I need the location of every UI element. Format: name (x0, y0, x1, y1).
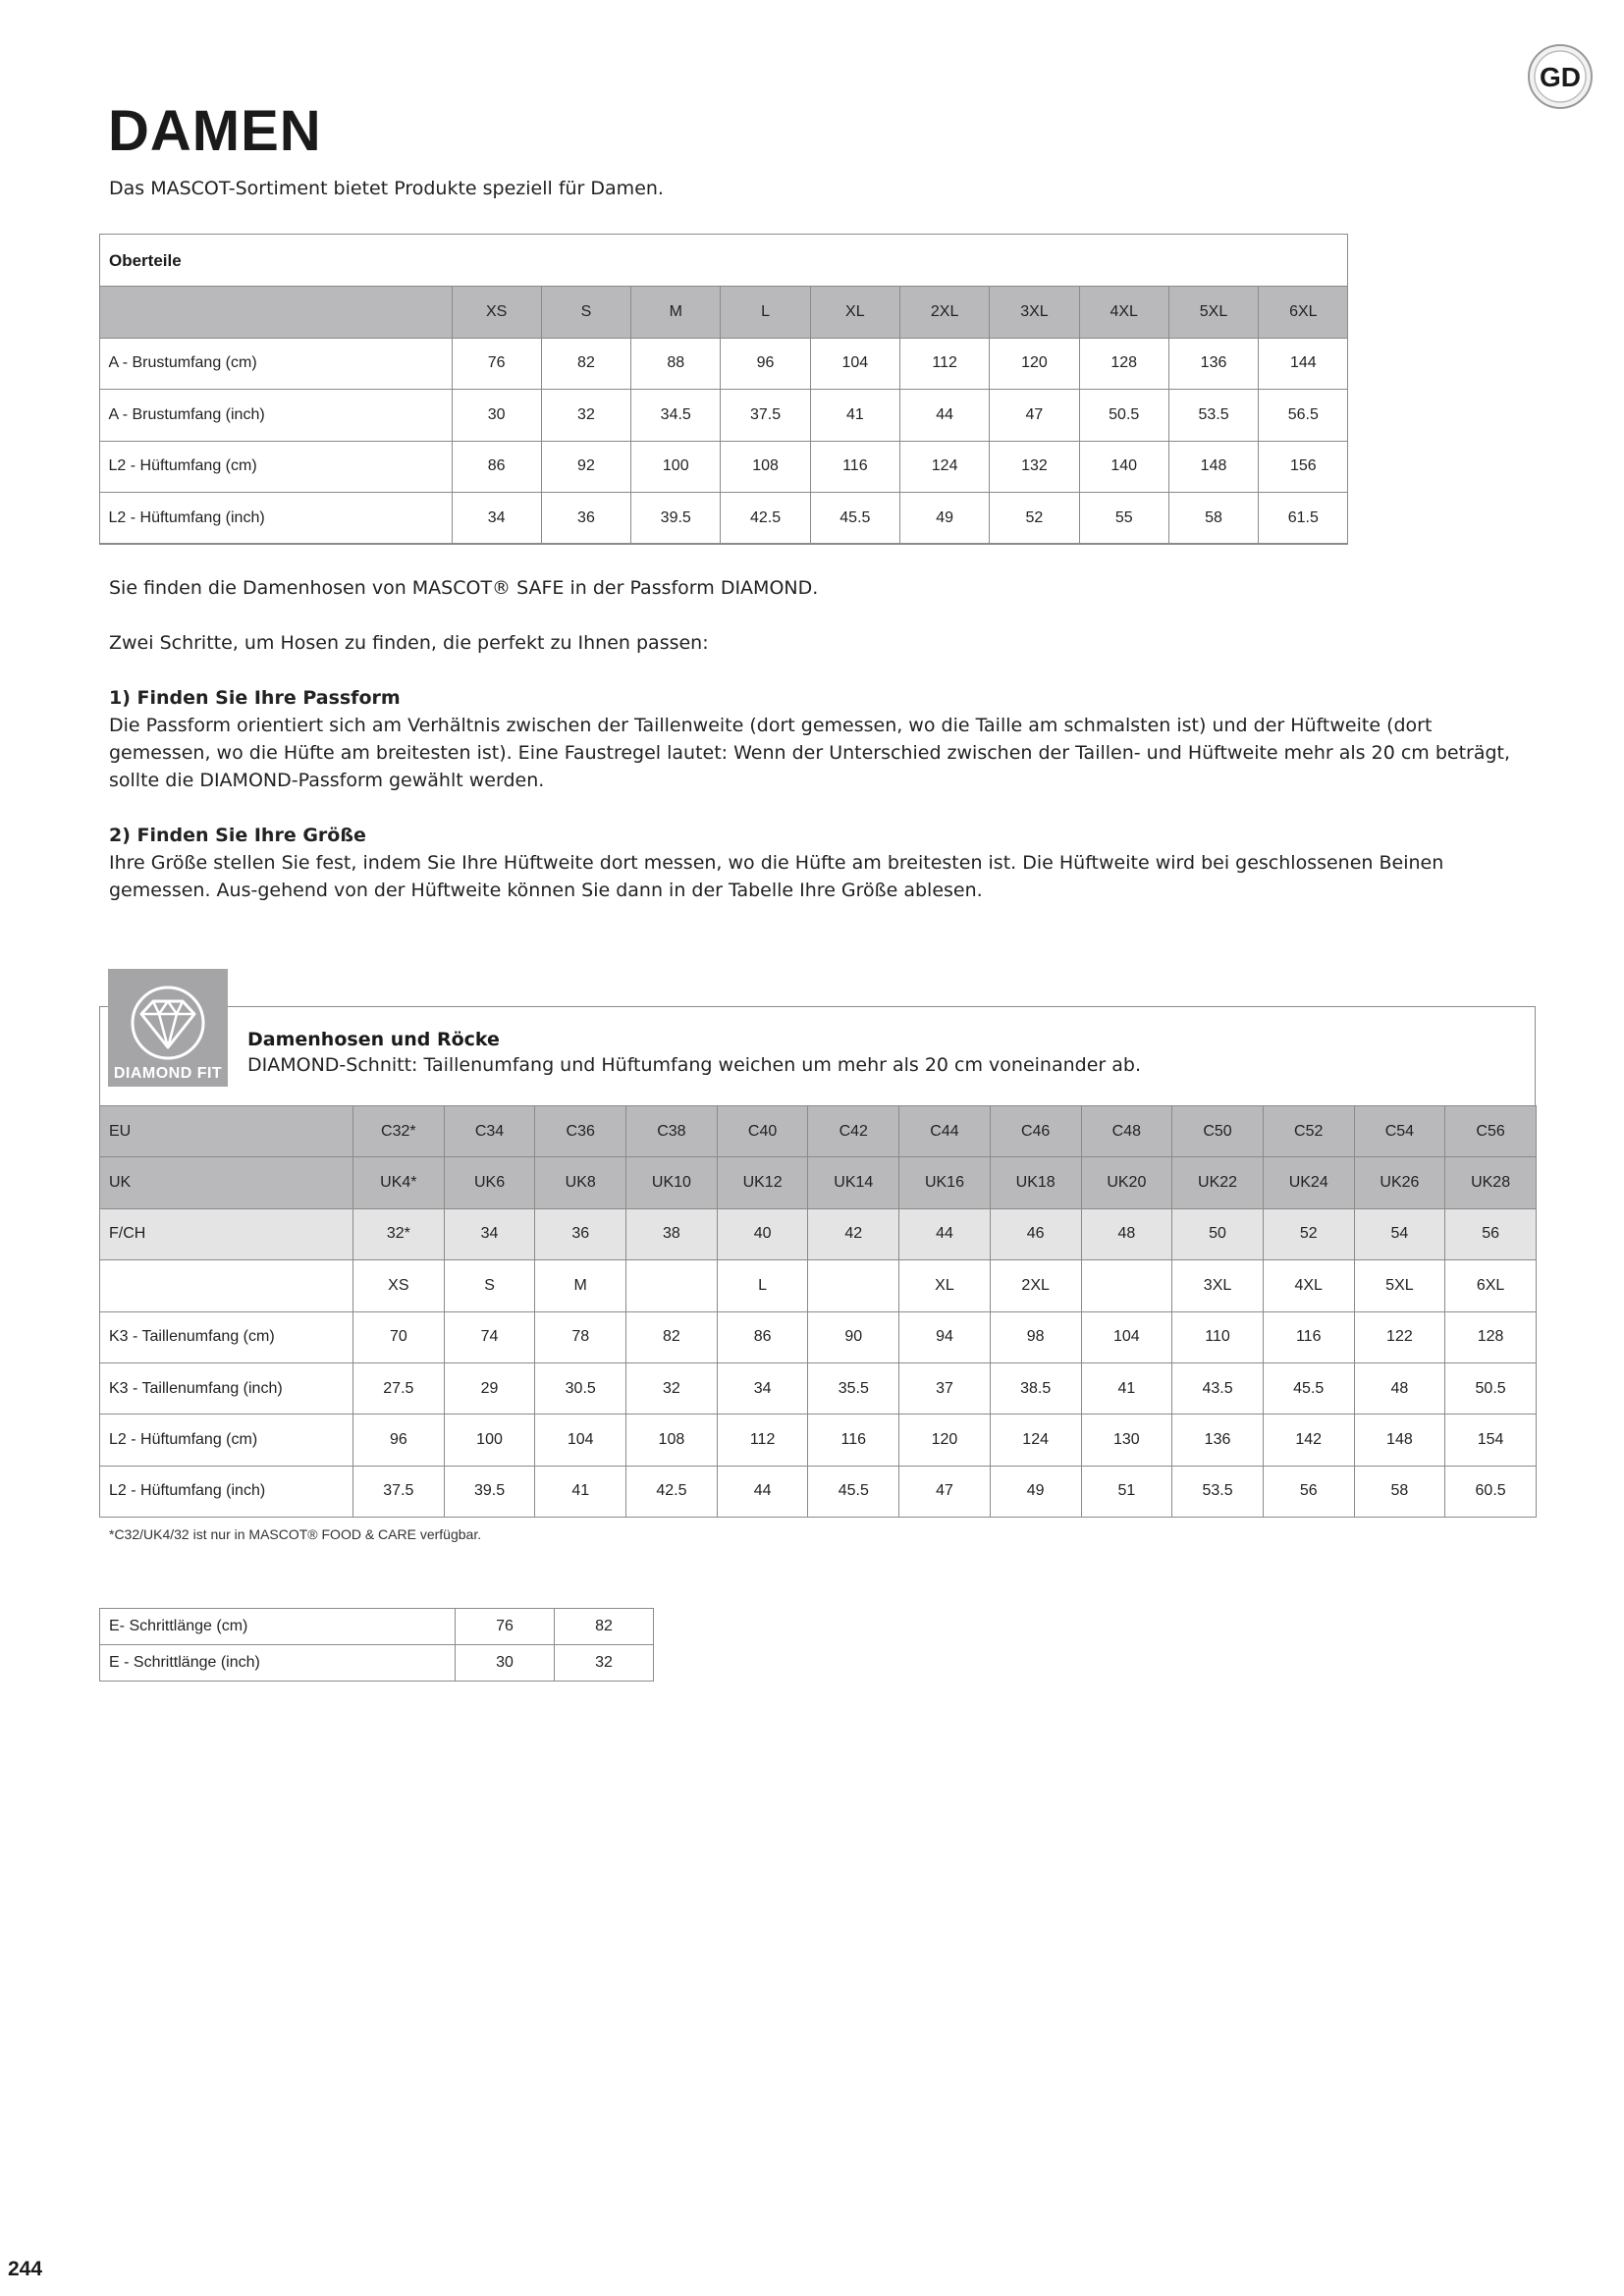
value-cell: UK8 (535, 1157, 626, 1208)
value-cell: 45.5 (808, 1466, 899, 1517)
value-cell: 82 (541, 338, 630, 390)
value-cell (808, 1260, 899, 1311)
diamond-fit-badge (108, 969, 228, 1087)
value-cell: C38 (626, 1106, 718, 1157)
value-cell: 47 (899, 1466, 991, 1517)
value-cell: 45.5 (1263, 1362, 1354, 1414)
row-label-cell (100, 1260, 353, 1311)
row-label-cell: L2 - Hüftumfang (inch) (100, 1466, 353, 1517)
value-cell: L (717, 1260, 808, 1311)
value-cell: 156 (1259, 441, 1348, 493)
row-label-cell: F/CH (100, 1208, 353, 1259)
table-row (100, 1609, 654, 1645)
value-cell: 48 (1354, 1362, 1445, 1414)
value-cell: C44 (899, 1106, 991, 1157)
value-cell: 124 (899, 441, 989, 493)
value-cell: 32 (541, 390, 630, 442)
size-header-cell: L (721, 287, 810, 339)
value-cell: 128 (1445, 1311, 1537, 1362)
value-cell: C48 (1081, 1106, 1172, 1157)
size-header-cell: 3XL (990, 287, 1079, 339)
value-cell: 40 (717, 1208, 808, 1259)
size-header-cell: 6XL (1259, 287, 1348, 339)
value-cell: C36 (535, 1106, 626, 1157)
table-row (100, 1260, 1537, 1311)
value-cell: UK28 (1445, 1157, 1537, 1208)
tops-size-header-row (99, 287, 1348, 339)
value-cell: 3XL (1172, 1260, 1264, 1311)
value-cell: 43.5 (1172, 1362, 1264, 1414)
table-row (100, 1208, 1537, 1259)
value-cell: 39.5 (631, 493, 721, 545)
value-cell: 44 (899, 1208, 991, 1259)
row-label-cell: K3 - Taillenumfang (cm) (100, 1311, 353, 1362)
diamond-fit-label: DIAMOND FIT (113, 1065, 223, 1082)
diamond-icon (120, 985, 216, 1061)
inseam-table (99, 1608, 654, 1682)
value-cell: 128 (1079, 338, 1168, 390)
value-cell: UK18 (990, 1157, 1081, 1208)
pants-table-heading: Damenhosen und Röcke (247, 1029, 500, 1050)
value-cell: UK20 (1081, 1157, 1172, 1208)
value-cell: 50.5 (1445, 1362, 1537, 1414)
value-cell: 104 (535, 1415, 626, 1466)
value-cell: 82 (626, 1311, 718, 1362)
row-label-cell: L2 - Hüftumfang (cm) (99, 441, 452, 493)
value-cell: 116 (1263, 1311, 1354, 1362)
table-row (100, 1645, 654, 1682)
size-header-cell: M (631, 287, 721, 339)
value-cell: 38 (626, 1208, 718, 1259)
intro-line-1: Sie finden die Damenhosen von MASCOT® SAFE in der Passform DIAMOND. (109, 577, 819, 599)
value-cell: 56 (1445, 1208, 1537, 1259)
value-cell: 122 (1354, 1311, 1445, 1362)
value-cell: 30.5 (535, 1362, 626, 1414)
pants-table-description: DIAMOND-Schnitt: Taillenumfang und Hüftumfang weichen um mehr als 20 cm voneinander ab. (247, 1054, 1141, 1076)
value-cell: 35.5 (808, 1362, 899, 1414)
value-cell: 4XL (1263, 1260, 1354, 1311)
value-cell: C56 (1445, 1106, 1537, 1157)
value-cell: UK16 (899, 1157, 991, 1208)
step1-heading (109, 684, 1523, 712)
value-cell: 44 (717, 1466, 808, 1517)
value-cell: C42 (808, 1106, 899, 1157)
value-cell: 140 (1079, 441, 1168, 493)
value-cell: C52 (1263, 1106, 1354, 1157)
value-cell (1081, 1260, 1172, 1311)
value-cell: 46 (990, 1208, 1081, 1259)
value-cell: 36 (541, 493, 630, 545)
value-cell: 70 (353, 1311, 445, 1362)
step2-heading (109, 822, 1523, 849)
value-cell: 39.5 (444, 1466, 535, 1517)
value-cell: 34 (452, 493, 541, 545)
pants-size-table (99, 1105, 1537, 1518)
value-cell: 48 (1081, 1208, 1172, 1259)
value-cell: 27.5 (353, 1362, 445, 1414)
tops-size-table (99, 234, 1348, 544)
row-label-cell: EU (100, 1106, 353, 1157)
value-cell: UK12 (717, 1157, 808, 1208)
value-cell: UK26 (1354, 1157, 1445, 1208)
value-cell: 94 (899, 1311, 991, 1362)
table-row (99, 441, 1348, 493)
page-number: 244 (8, 2258, 43, 2280)
value-cell: XS (353, 1260, 445, 1311)
value-cell: 6XL (1445, 1260, 1537, 1311)
value-cell: 142 (1263, 1415, 1354, 1466)
row-label-cell: L2 - Hüftumfang (inch) (99, 493, 452, 545)
value-cell: 34.5 (631, 390, 721, 442)
row-label-cell: A - Brustumfang (cm) (99, 338, 452, 390)
table-row (99, 390, 1348, 442)
value-cell: UK14 (808, 1157, 899, 1208)
value-cell: 32 (555, 1645, 654, 1682)
value-cell: 37 (899, 1362, 991, 1414)
value-cell: 76 (456, 1609, 555, 1645)
row-label-cell: L2 - Hüftumfang (cm) (100, 1415, 353, 1466)
table-row (99, 338, 1348, 390)
tops-table-caption: Oberteile (109, 251, 182, 270)
value-cell: 29 (444, 1362, 535, 1414)
value-cell: 49 (899, 493, 989, 545)
value-cell: 55 (1079, 493, 1168, 545)
table-corner-cell (99, 287, 452, 339)
value-cell: UK4* (353, 1157, 445, 1208)
row-label-cell: E - Schrittlänge (inch) (100, 1645, 456, 1682)
step1-heading-text: 1) Finden Sie Ihre Passform (109, 687, 401, 709)
value-cell: 30 (452, 390, 541, 442)
value-cell: 34 (444, 1208, 535, 1259)
value-cell: C46 (990, 1106, 1081, 1157)
value-cell: 38.5 (990, 1362, 1081, 1414)
value-cell: 78 (535, 1311, 626, 1362)
value-cell: 53.5 (1172, 1466, 1264, 1517)
value-cell: 32 (626, 1362, 718, 1414)
step2-heading-text: 2) Finden Sie Ihre Größe (109, 825, 366, 846)
value-cell: C32* (353, 1106, 445, 1157)
value-cell: M (535, 1260, 626, 1311)
value-cell: 116 (810, 441, 899, 493)
value-cell: 36 (535, 1208, 626, 1259)
value-cell: 136 (1172, 1415, 1264, 1466)
pants-footnote: *C32/UK4/32 ist nur in MASCOT® FOOD & CARE verfügbar. (109, 1526, 482, 1542)
value-cell: 88 (631, 338, 721, 390)
value-cell: 96 (721, 338, 810, 390)
value-cell: 50.5 (1079, 390, 1168, 442)
value-cell: 37.5 (721, 390, 810, 442)
value-cell: 86 (452, 441, 541, 493)
value-cell: 124 (990, 1415, 1081, 1466)
row-label-cell: A - Brustumfang (inch) (99, 390, 452, 442)
size-header-cell: XL (810, 287, 899, 339)
value-cell: 148 (1354, 1415, 1445, 1466)
table-row (100, 1415, 1537, 1466)
value-cell: 58 (1354, 1466, 1445, 1517)
value-cell: 76 (452, 338, 541, 390)
value-cell: 104 (810, 338, 899, 390)
value-cell: 56 (1263, 1466, 1354, 1517)
value-cell: 41 (535, 1466, 626, 1517)
page-title: DAMEN (108, 99, 322, 163)
value-cell: 58 (1168, 493, 1258, 545)
value-cell: 98 (990, 1311, 1081, 1362)
value-cell: 44 (899, 390, 989, 442)
value-cell: 52 (1263, 1208, 1354, 1259)
value-cell: 130 (1081, 1415, 1172, 1466)
value-cell: 112 (899, 338, 989, 390)
value-cell: C34 (444, 1106, 535, 1157)
table-row (100, 1362, 1537, 1414)
size-header-cell: 4XL (1079, 287, 1168, 339)
value-cell: 5XL (1354, 1260, 1445, 1311)
size-header-cell: XS (452, 287, 541, 339)
value-cell: 108 (626, 1415, 718, 1466)
value-cell: 51 (1081, 1466, 1172, 1517)
table-row (100, 1157, 1537, 1208)
value-cell: 30 (456, 1645, 555, 1682)
value-cell: UK24 (1263, 1157, 1354, 1208)
value-cell: 82 (555, 1609, 654, 1645)
value-cell: 154 (1445, 1415, 1537, 1466)
value-cell: 42 (808, 1208, 899, 1259)
size-header-cell: S (541, 287, 630, 339)
value-cell: 34 (717, 1362, 808, 1414)
value-cell: 100 (444, 1415, 535, 1466)
value-cell: 50 (1172, 1208, 1264, 1259)
size-header-cell: 2XL (899, 287, 989, 339)
value-cell (626, 1260, 718, 1311)
value-cell: C54 (1354, 1106, 1445, 1157)
row-label-cell: E- Schrittlänge (cm) (100, 1609, 456, 1645)
value-cell: 110 (1172, 1311, 1264, 1362)
value-cell: UK10 (626, 1157, 718, 1208)
value-cell: 112 (717, 1415, 808, 1466)
value-cell: 52 (990, 493, 1079, 545)
value-cell: 116 (808, 1415, 899, 1466)
value-cell: 92 (541, 441, 630, 493)
value-cell: UK6 (444, 1157, 535, 1208)
value-cell: 41 (1081, 1362, 1172, 1414)
value-cell: 41 (810, 390, 899, 442)
value-cell: 120 (899, 1415, 991, 1466)
table-row (100, 1311, 1537, 1362)
value-cell: 56.5 (1259, 390, 1348, 442)
gd-logo-icon (1527, 43, 1594, 110)
value-cell: XL (899, 1260, 991, 1311)
value-cell: 74 (444, 1311, 535, 1362)
value-cell: 42.5 (721, 493, 810, 545)
step2-text: Ihre Größe stellen Sie fest, indem Sie Ihre Hüftweite dort messen, wo die Hüfte am breitesten ist. Die Hüftweite wird bei geschlossenen Beinen gemessen. Aus-gehend von der Hüftweite können Sie dann in der Tabelle Ihre Größe ablesen. (109, 852, 1444, 901)
size-header-cell: 5XL (1168, 287, 1258, 339)
value-cell: 136 (1168, 338, 1258, 390)
pants-table-header (99, 1006, 1536, 1105)
value-cell: UK22 (1172, 1157, 1264, 1208)
value-cell: 54 (1354, 1208, 1445, 1259)
step1-text: Die Passform orientiert sich am Verhältnis zwischen der Taillenweite (dort gemessen, wo die Taille am schmalsten ist) und der Hüftweite (dort gemessen, wo die Hüfte am breitesten ist). Eine Faustregel lautet: Wenn der Unterschied zwischen der Taillen- und Hüftweite mehr als 20 cm beträgt, sollte die DIAMOND-Passform gewählt werden. (109, 715, 1511, 791)
table-row (100, 1466, 1537, 1517)
value-cell: 47 (990, 390, 1079, 442)
value-cell: 2XL (990, 1260, 1081, 1311)
value-cell: 144 (1259, 338, 1348, 390)
value-cell: 32* (353, 1208, 445, 1259)
value-cell: 108 (721, 441, 810, 493)
value-cell: 60.5 (1445, 1466, 1537, 1517)
value-cell: 45.5 (810, 493, 899, 545)
value-cell: 42.5 (626, 1466, 718, 1517)
value-cell: 37.5 (353, 1466, 445, 1517)
value-cell: 61.5 (1259, 493, 1348, 545)
row-label-cell: UK (100, 1157, 353, 1208)
value-cell: C40 (717, 1106, 808, 1157)
value-cell: 148 (1168, 441, 1258, 493)
intro-line-2: Zwei Schritte, um Hosen zu finden, die perfekt zu Ihnen passen: (109, 632, 709, 654)
table-row (100, 1106, 1537, 1157)
value-cell: 90 (808, 1311, 899, 1362)
value-cell: 86 (717, 1311, 808, 1362)
value-cell: 100 (631, 441, 721, 493)
value-cell: 132 (990, 441, 1079, 493)
value-cell: 53.5 (1168, 390, 1258, 442)
page-subtitle: Das MASCOT-Sortiment bietet Produkte speziell für Damen. (109, 178, 664, 199)
value-cell: 96 (353, 1415, 445, 1466)
table-row (99, 493, 1348, 545)
logo-text: GD (1540, 62, 1581, 92)
value-cell: S (444, 1260, 535, 1311)
tops-table-grid (99, 286, 1349, 545)
row-label-cell: K3 - Taillenumfang (inch) (100, 1362, 353, 1414)
value-cell: 104 (1081, 1311, 1172, 1362)
value-cell: 120 (990, 338, 1079, 390)
value-cell: 49 (990, 1466, 1081, 1517)
value-cell: C50 (1172, 1106, 1264, 1157)
